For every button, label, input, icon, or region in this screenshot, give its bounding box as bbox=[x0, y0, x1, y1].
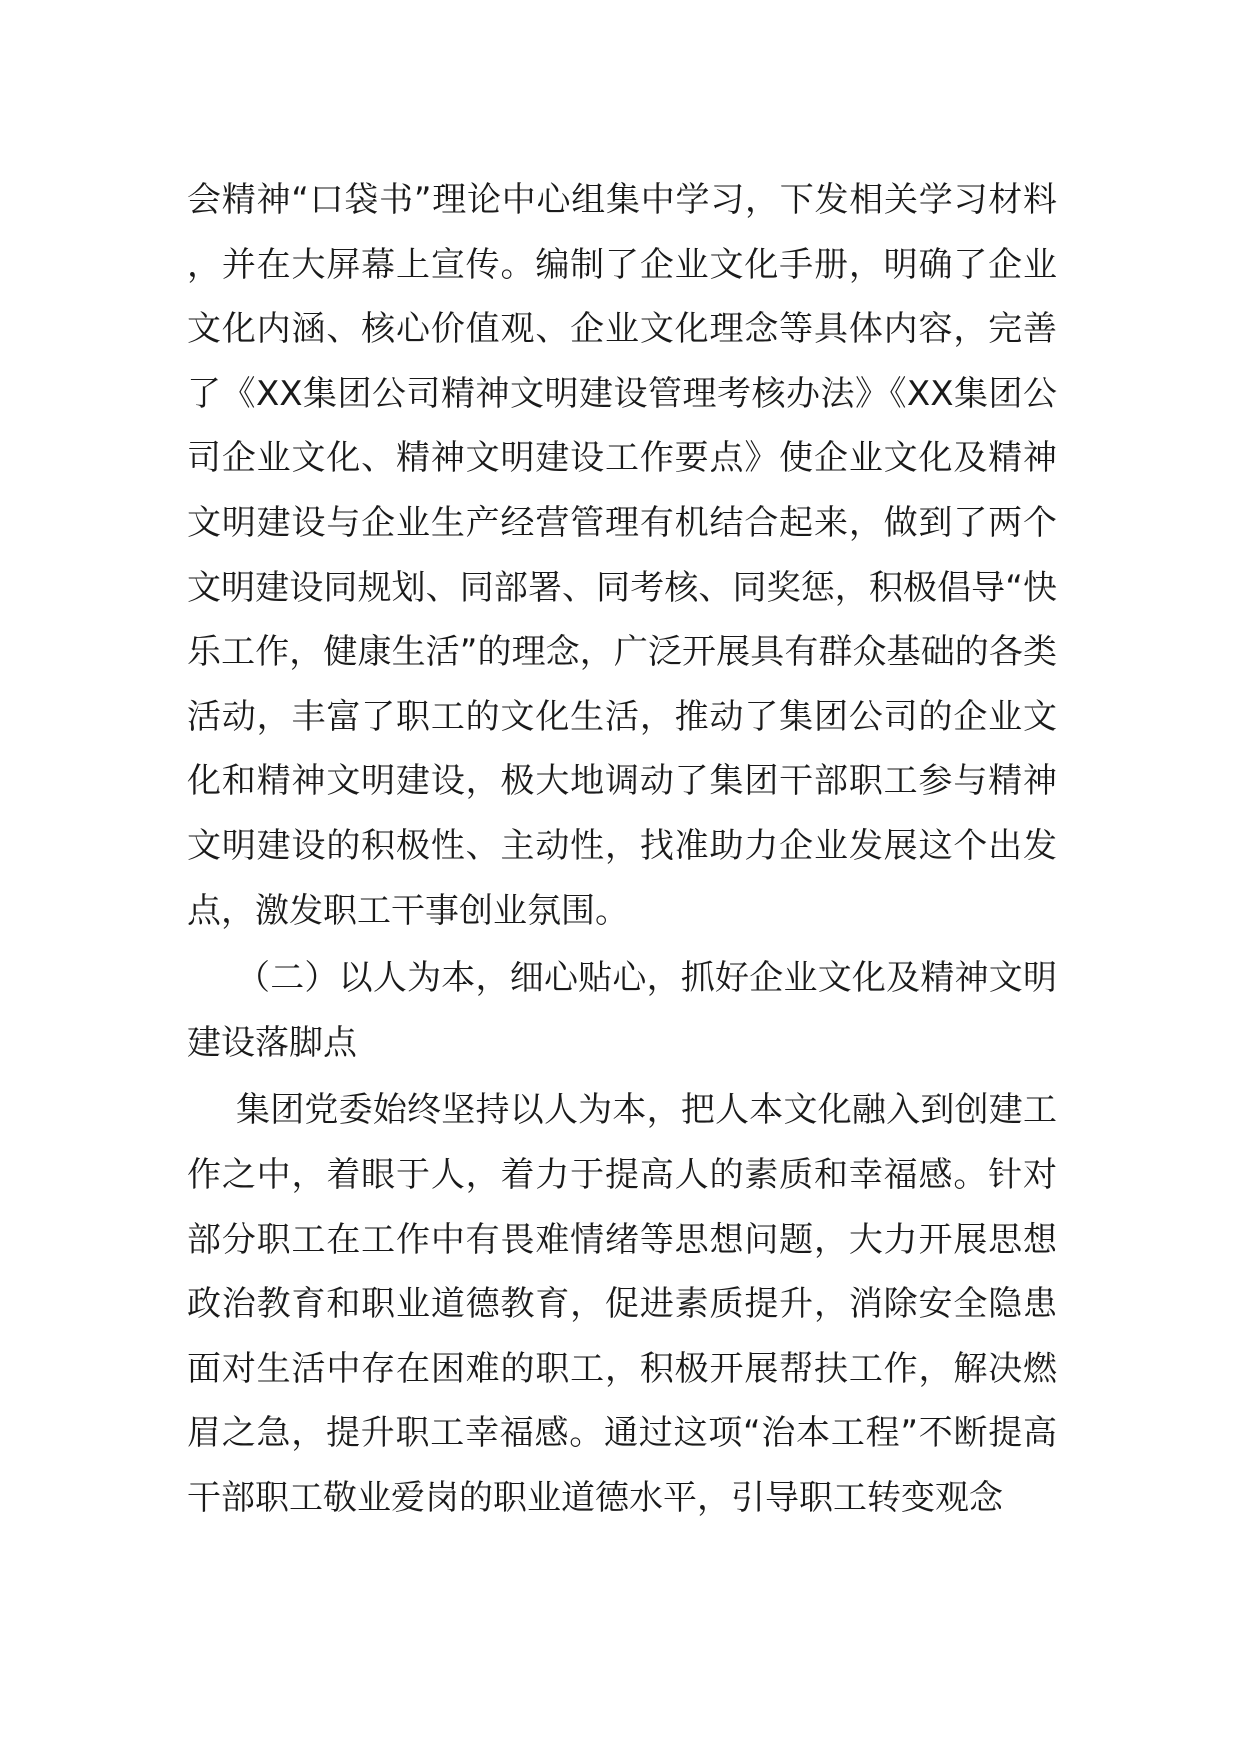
paragraph-body: 集团党委始终坚持以人为本，把人本文化融入到创建工作之中，着眼于人，着力于提高人的素质和幸福感。针对部分职工在工作中有畏难情绪等思想问题，大力开展思想政治教育和职业道德教育，促进素质提升，消除安全隐患面对生活中存在困难的职工，积极开展帮扶工作，解决燃眉之急，提升职工幸福感。通过这项“治本工程”不断提高干部职工敬业爱岗的职业道德水平，引导职工转变观念 bbox=[187, 1090, 1057, 1518]
section-heading: （二）以人为本，细心贴心，抓好企业文化及精神文明建设落脚点 bbox=[187, 958, 1057, 1063]
paragraph-continuation: 会精神“口袋书”理论中心组集中学习，下发相关学习材料，并在大屏幕上宣传。编制了企业文化手册，明确了企业文化内涵、核心价值观、企业文化理念等具体内容，完善了《XX集团公司精神文明建设管理考核办法》《XX集团公司企业文化、精神文明建设工作要点》使企业文化及精神文明建设与企业生产经营管理有机结合起来，做到了两个文明建设同规划、同部署、同考核、同奖惩，积极倡导“快乐工作，健康生活”的理念，广泛开展具有群众基础的各类活动，丰富了职工的文化生活，推动了集团公司的企业文化和精神文明建设，极大地调动了集团干部职工参与精神文明建设的积极性、主动性，找准助力企业发展这个出发点，激发职工干事创业氛围。 bbox=[187, 180, 1057, 931]
document-body bbox=[187, 168, 1057, 1530]
